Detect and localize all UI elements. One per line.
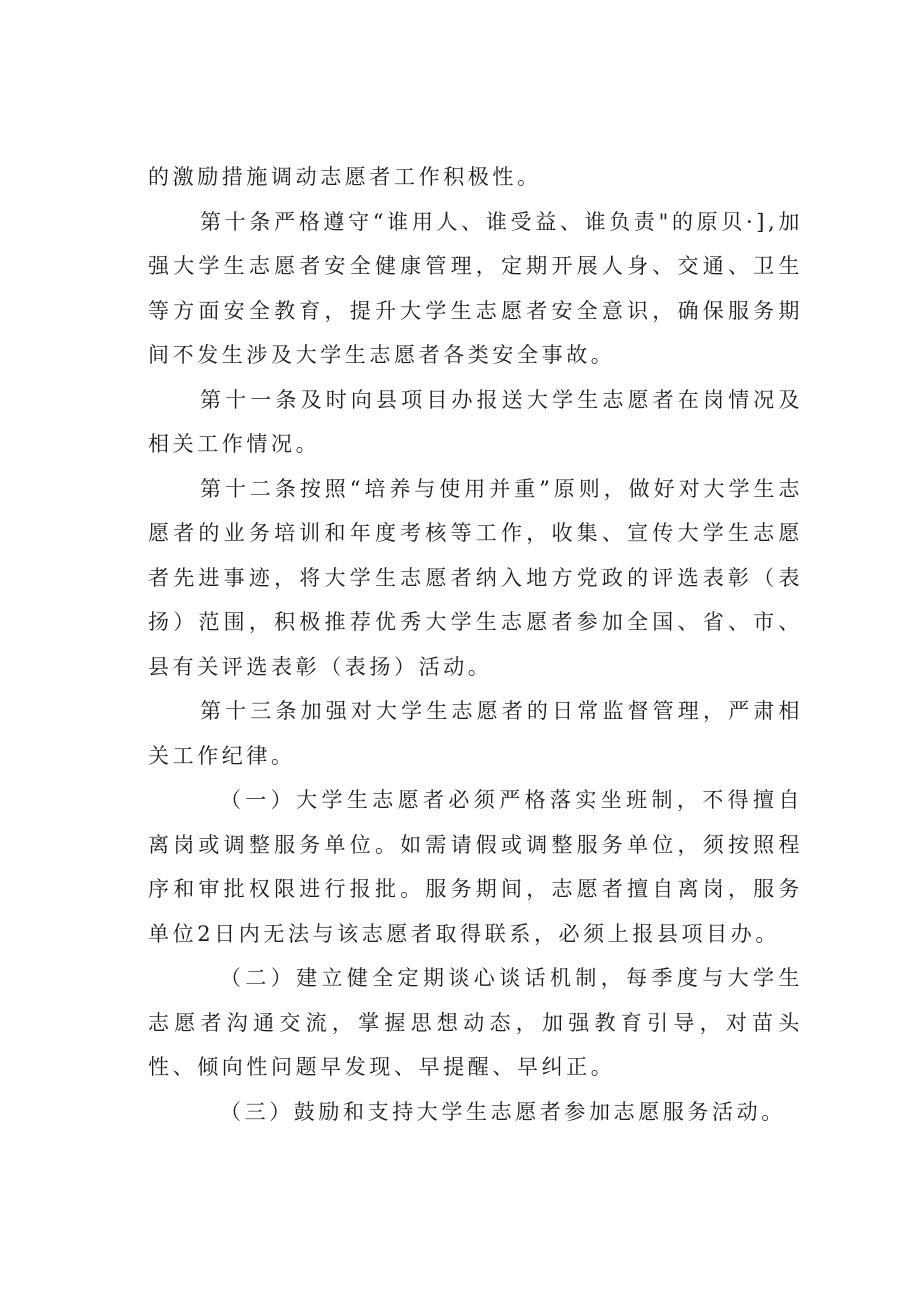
paragraph-article-13: 第十三条加强对大学生志愿者的日常监督管理，严肃相关工作纪律。: [148, 699, 803, 768]
paragraph-article-12: 第十二条按照“培养与使用并重”原则，做好对大学生志愿者的业务培训和年度考核等工作，收集、宣传大学生志愿者先进事迹，将大学生志愿者纳入地方党政的评选表彰（表扬）范围，积极推荐优秀大学生志愿者参加全国、省、市、县有关评选表彰（表扬）活动。: [148, 476, 803, 679]
paragraph-continuation: 的激励措施调动志愿者工作积极性。: [148, 165, 542, 189]
paragraph-item-2: （二）建立健全定期谈心谈话机制，每季度与大学生志愿者沟通交流，掌握思想动态，加强教育引导，对苗头性、倾向性问题早发现、早提醒、早纠正。: [148, 966, 803, 1079]
document-body: [148, 155, 803, 1134]
paragraph-item-1: （一）大学生志愿者必须严格落实坐班制，不得擅自离岗或调整服务单位。如需请假或调整服务单位，须按照程序和审批权限进行报批。服务期间，志愿者擅自离岗，服务单位2日内无法与该志愿者取得联系，必须上报县项目办。: [148, 788, 803, 946]
paragraph-article-11: 第十一条及时向县项目办报送大学生志愿者在岗情况及相关工作情况。: [148, 387, 803, 456]
paragraph-article-10: 第十条严格遵守“谁用人、谁受益、谁负责"的原贝·],加强大学生志愿者安全健康管理，定期开展人身、交通、卫生等方面安全教育，提升大学生志愿者安全意识，确保服务期间不发生涉及大学生志愿者各类安全事故。: [148, 209, 803, 367]
paragraph-item-3: （三）鼓励和支持大学生志愿者参加志愿服务活动。: [220, 1099, 786, 1124]
